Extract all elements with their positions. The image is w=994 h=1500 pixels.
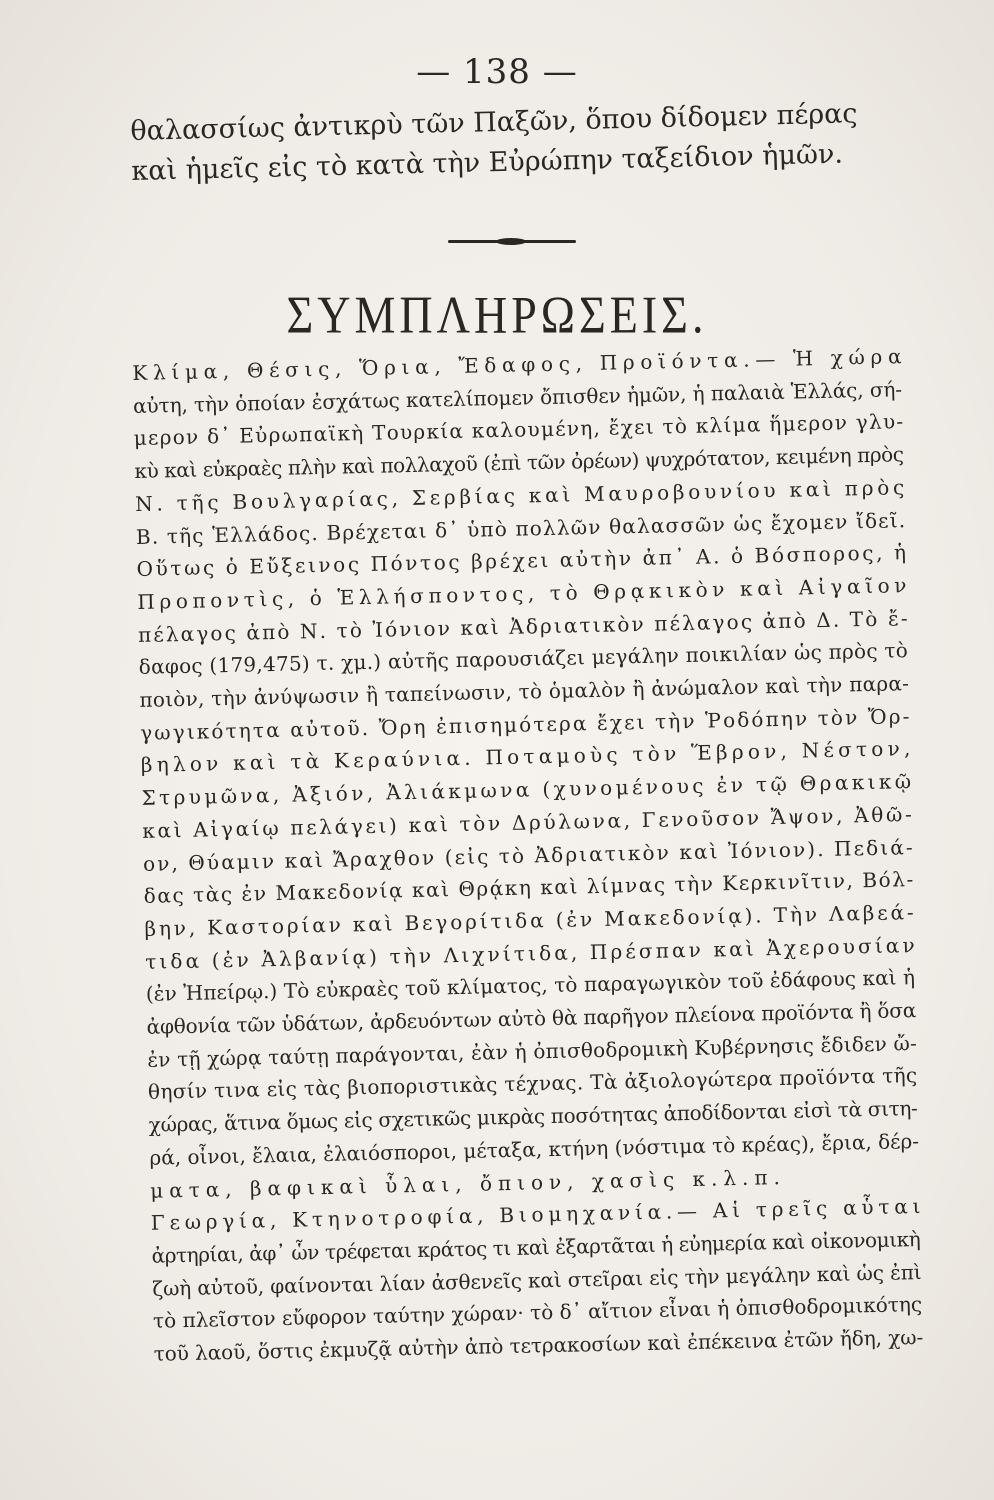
body-line: ρά, οἶνοι, ἔλαια, ἐλαιόσποροι, μέταξα, κτήνη (νόστιμα τὸ κρέας), ἔρια, δέρ- xyxy=(149,1128,920,1170)
body-line: κὺ καὶ εὐκραὲς πλὴν καὶ πολλαχοῦ (ἐπὶ τῶν ὀρέων) ψυχρότατον, κειμένη πρὸς xyxy=(134,442,904,484)
body-line: τὸ πλεῖστον εὔφορον ταύτην χώραν· τὸ δ᾿ αἴτιον εἶναι ἡ ὀπισθοδρομικότης xyxy=(152,1292,923,1334)
body-line: βην, Καστορίαν καὶ Βεγορίτιδα (ἐν Μακεδονίᾳ). Τὴν Λαβεά- xyxy=(144,899,917,941)
body-line: γωγικότητα αὐτοῦ. Ὄρη ἐπισημότερα ἔχει τὴν Ῥοδόπην τὸν Ὄρ- xyxy=(139,703,912,745)
ornamental-separator xyxy=(448,240,576,243)
body-line: ἐν τῇ χώρᾳ ταύτῃ παράγονται, ἐὰν ἡ ὀπισθοδρομικὴ Κυβέρνησις ἔδιδεν ὤ- xyxy=(147,1030,918,1072)
body-line: ματα, βαφικαὶ ὗλαι, ὄπιον, χασὶς κ.λ.π. xyxy=(149,1164,787,1203)
body-line: Γεωργία, Κτηνοτροφία, Βιομηχανία.— Αἱ τρεῖς αὗται xyxy=(150,1194,926,1236)
body-line: Οὕτως ὁ Εὔξεινος Πόντος βρέχει αὐτὴν ἀπ᾿ Α. ὁ Βόσπορος, ἡ xyxy=(136,540,909,582)
body-line: δαφος (179,475) τ. χμ.) αὐτῆς παρουσιάζει μεγάλην ποικιλίαν ὡς πρὸς τὸ xyxy=(138,638,909,680)
body-line: ἀρτηρίαι, ἀφ᾿ ὧν τρέφεται κράτος τι καὶ ἐξαρτᾶται ἡ εὐημερία καὶ οἰκονομικὴ xyxy=(151,1227,921,1268)
body-line: ζωὴ αὐτοῦ, φαίνονται λίαν ἀσθενεῖς καὶ στεῖραι εἰς τὴν μεγάλην καὶ ὡς ἐπὶ xyxy=(152,1259,922,1301)
intro-paragraph xyxy=(130,93,902,192)
body-line: ον, Θύαμιν καὶ Ἄραχθον (εἰς τὸ Ἀδριατικὸν καὶ Ἰόνιον). Πεδιά- xyxy=(142,834,915,876)
body-line: Β. τῆς Ἑλλάδος. Βρέχεται δ᾿ ὑπὸ πολλῶν θαλασσῶν ὡς ἔχομεν ἴδεῖ. xyxy=(135,507,907,549)
body-line: πέλαγος ἀπὸ Ν. τὸ Ἰόνιον καὶ Ἀδριατικὸν πέλαγος ἀπὸ Δ. Τὸ ἔ- xyxy=(137,605,910,647)
page-number: — 138 — xyxy=(416,52,578,92)
body-line: βηλον καὶ τὰ Κεραύνια. Ποταμοὺς τὸν Ἕβρον, Νέστον, xyxy=(140,736,915,778)
body-paragraphs xyxy=(132,340,934,1371)
body-line: καὶ Αἰγαίῳ πελάγει) καὶ τὸν Δρύλωνα, Γενοῦσον Ἄψον, Ἀθῶ- xyxy=(142,801,915,843)
section-title: ΣΥΜΠΛΗΡΩΣΕΙΣ. xyxy=(286,285,708,344)
body-line: (ἐν Ἠπείρῳ.) Τὸ εὐκραὲς τοῦ κλίματος, τὸ παραγωγικὸν τοῦ ἐδάφους καὶ ἡ xyxy=(145,965,916,1007)
body-line: Προποντὶς, ὁ Ἑλλήσποντος, τὸ Θρᾳκικὸν καὶ Αἰγαῖον xyxy=(137,572,912,614)
body-line: δας τὰς ἐν Μακεδονίᾳ καὶ Θρᾴκη καὶ λίμνας τὴν Κερκινῖτιν, Βόλ- xyxy=(143,867,916,909)
intro-line: καὶ ἡμεῖς εἰς τὸ κατὰ τὴν Εὐρώπην ταξείδιον ἡμῶν. xyxy=(131,138,844,187)
body-line: Ν. τῆς Βουλγαρίας, Σερβίας καὶ Μαυροβουνίου καὶ πρὸς xyxy=(134,474,909,516)
body-line: ποιὸν, τὴν ἀνύψωσιν ἢ ταπείνωσιν, τὸ ὁμαλὸν ἢ ἀνώμαλον καὶ τὴν παρα- xyxy=(139,671,910,712)
body-line: μερον δ᾿ Εὐρωπαϊκὴ Τουρκία καλουμένη, ἔχει τὸ κλίμα ἥμερον γλυ- xyxy=(133,409,905,451)
body-line: Κλίμα, Θέσις, Ὅρια, Ἔδαφος, Προϊόντα.— Ἡ χώρα xyxy=(132,344,908,385)
body-line: αὐτη, τὴν ὁποίαν ἐσχάτως κατελίπομεν ὄπισθεν ἡμῶν, ἡ παλαιὰ Ἑλλάς, σή- xyxy=(132,376,903,418)
body-line: χώρας, ἅτινα ὅμως εἰς σχετικῶς μικρὰς ποσότητας ἀποδίδονται εἰσὶ τὰ σιτη- xyxy=(148,1096,918,1137)
body-line: τιδα (ἐν Ἀλβανίᾳ) τὴν Λιχνίτιδα, Πρέσπαν καὶ Ἀχερουσίαν xyxy=(144,932,919,974)
intro-line: θαλασσίως ἀντικρὺ τῶν Παξῶν, ὅπου δίδομεν πέρας xyxy=(130,98,858,147)
body-line: Στρυμῶνα, Ἀξιόν, Ἀλιάκμωνα (χυνομένους ἐν τῷ Θρακικῷ xyxy=(141,769,915,811)
body-line: τοῦ λαοῦ, ὅστις ἐκμυζᾷ αὐτὴν ἀπὸ τετρακοσίων καὶ ἐπέκεινα ἐτῶν ἤδη, χω- xyxy=(153,1325,924,1366)
body-line: θησίν τινα εἰς τὰς βιοποριστικὰς τέχνας. Τὰ ἀξιολογώτερα προϊόντα τῆς xyxy=(147,1063,918,1105)
body-line: ἀφθονία τῶν ὑδάτων, ἀρδευόντων αὐτὸ θὰ παρῆγον πλείονα προϊόντα ἢ ὅσα xyxy=(146,998,917,1039)
